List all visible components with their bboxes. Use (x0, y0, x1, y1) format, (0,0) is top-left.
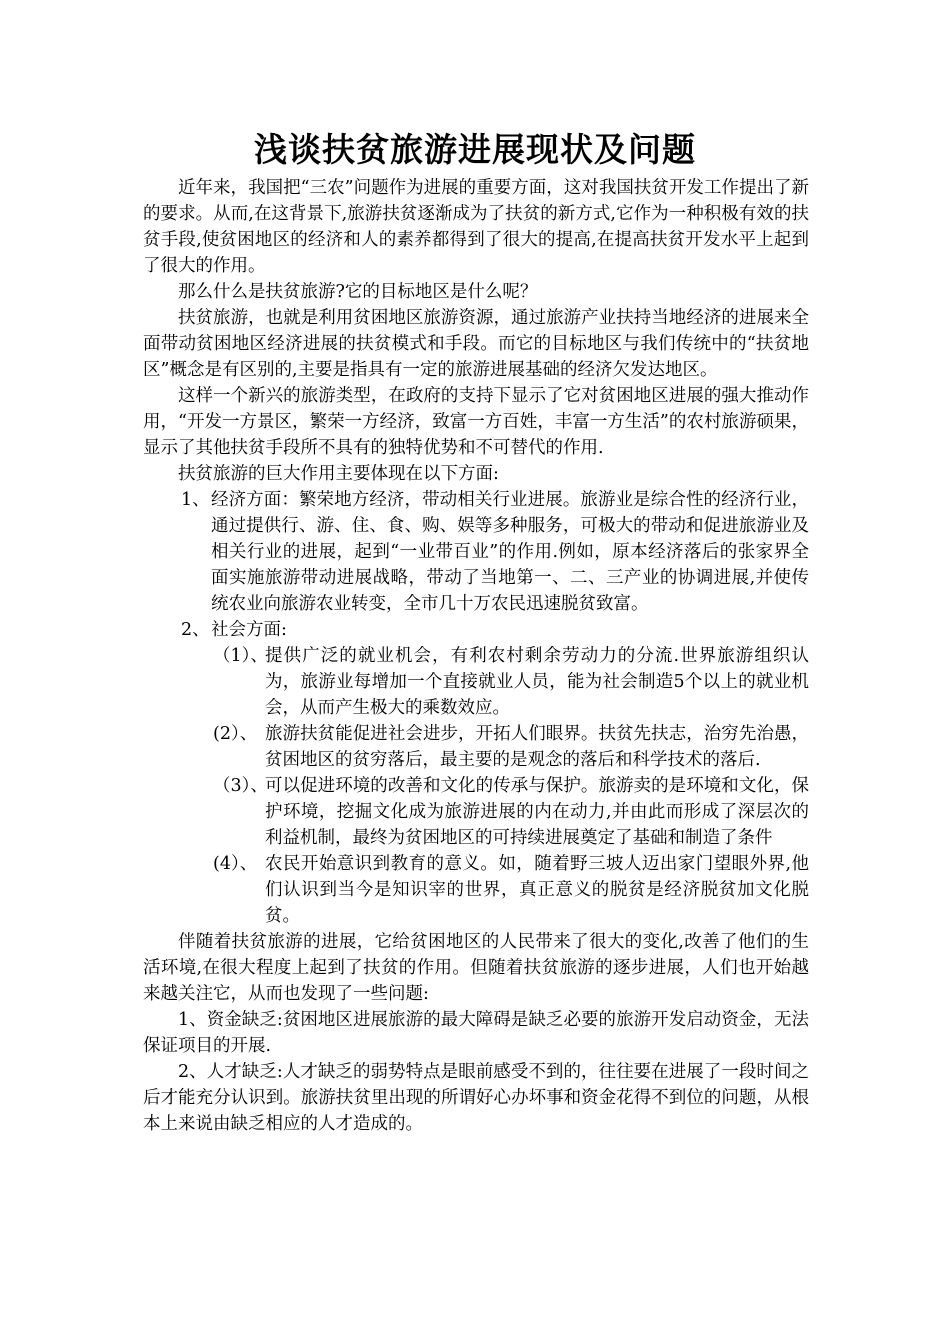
paragraph-question: 那么什么是扶贫旅游?它的目标地区是什么呢？ (178, 282, 538, 302)
sublist-item-employment (213, 643, 809, 721)
list-text: 经济方面：繁荣地方经济，带动相关行业进展。旅游业是综合性的经济行业，通过提供行、游、住、食、购、娱等多种服务，可极大的带动和促进旅游业及相关行业的进展，起到“一业带百业”的作用.例如，原本经济落后的张家界全面实施旅游带动进展战略，带动了当地第一、二、三产业的协调进展,并使传统农业向旅游农业转变，全市几十万农民迅速脱贫致富。 (211, 490, 809, 614)
document-title: 浅谈扶贫旅游进展现状及问题 (254, 130, 696, 169)
sublist-text: 旅游扶贫能促进社会进步，开拓人们眼界。扶贫先扶志，治穷先治愚，贫困地区的贫穷落后，最主要的是观念的落后和科学技术的落后. (265, 724, 809, 770)
paragraph-problems-intro: 伴随着扶贫旅游的进展，它给贫困地区的人民带来了很大的变化,改善了他们的生活环境,在很大程度上起到了扶贫的作用。但随着扶贫旅游的逐步进展，人们也开始越来越关注它，从而也发现了一些问题: (143, 932, 809, 1004)
sublist-item-progress (213, 721, 809, 773)
sublist-number: （3）、 (213, 776, 268, 796)
paragraph-effect: 这样一个新兴的旅游类型，在政府的支持下显示了它对贫困地区进展的强大推动作用，“开发一方景区，繁荣一方经济，致富一方百姓，丰富一方生活”的农村旅游硕果，显示了其他扶贫手段所不具有的独特优势和不可替代的作用. (143, 386, 809, 458)
paragraph-intro: 近年来，我国把“三农”问题作为进展的重要方面，这对我国扶贫开发工作提出了新的要求。从而,在这背景下,旅游扶贫逐渐成为了扶贫的新方式,它作为一种积极有效的扶贫手段,使贫困地区的经济和人的素养都得到了很大的提高,在提高扶贫开发水平上起到了很大的作用。 (143, 178, 809, 276)
sublist-number: (4）、 (213, 854, 258, 874)
list-text: 社会方面: (211, 620, 287, 640)
paragraph-funding-shortage: 1、资金缺乏:贫困地区进展旅游的最大障碍是缺乏必要的旅游开发启动资金，无法保证项目的开展. (143, 1010, 809, 1056)
sublist-item-education (213, 851, 809, 929)
sublist-text: 可以促进环境的改善和文化的传承与保护。旅游卖的是环境和文化，保护环境，挖掘文化成为旅游进展的内在动力,并由此而形成了深层次的利益机制，最终为贫困地区的可持续进展奠定了基础和制造了条件 (265, 776, 809, 848)
paragraph-aspects-intro: 扶贫旅游的巨大作用主要体现在以下方面: (178, 464, 499, 484)
sublist-item-environment (213, 773, 809, 851)
list-number: 1、 (181, 490, 210, 510)
list-number: 2、 (181, 620, 210, 640)
sublist-number: (2）、 (213, 724, 258, 744)
list-item-economy (181, 487, 809, 617)
sublist-text: 农民开始意识到教育的意义。如，随着野三坡人迈出家门望眼外界,他们认识到当今是知识宰的世界，真正意义的脱贫是经济脱贫加文化脱贫。 (265, 854, 809, 926)
list-item-society (181, 617, 809, 643)
sublist-text: 提供广泛的就业机会，有利农村剩余劳动力的分流.世界旅游组织认为，旅游业每增加一个直接就业人员，能为社会制造5个以上的就业机会，从而产生极大的乘数效应。 (265, 646, 809, 718)
sublist-number: （1）、 (213, 646, 268, 666)
document-body (143, 175, 809, 1137)
paragraph-definition: 扶贫旅游，也就是利用贫困地区旅游资源，通过旅游产业扶持当地经济的进展来全面带动贫困地区经济进展的扶贫模式和手段。而它的目标地区与我们传统中的“扶贫地区”概念是有区别的,主要是指具有一定的旅游进展基础的经济欠发达地区。 (143, 308, 809, 380)
paragraph-talent-shortage: 2、人才缺乏:人才缺乏的弱势特点是眼前感受不到的，往往要在进展了一段时间之后才能充分认识到。旅游扶贫里出现的所谓好心办坏事和资金花得不到位的问题，从根本上来说由缺乏相应的人才造成的。 (143, 1062, 809, 1134)
